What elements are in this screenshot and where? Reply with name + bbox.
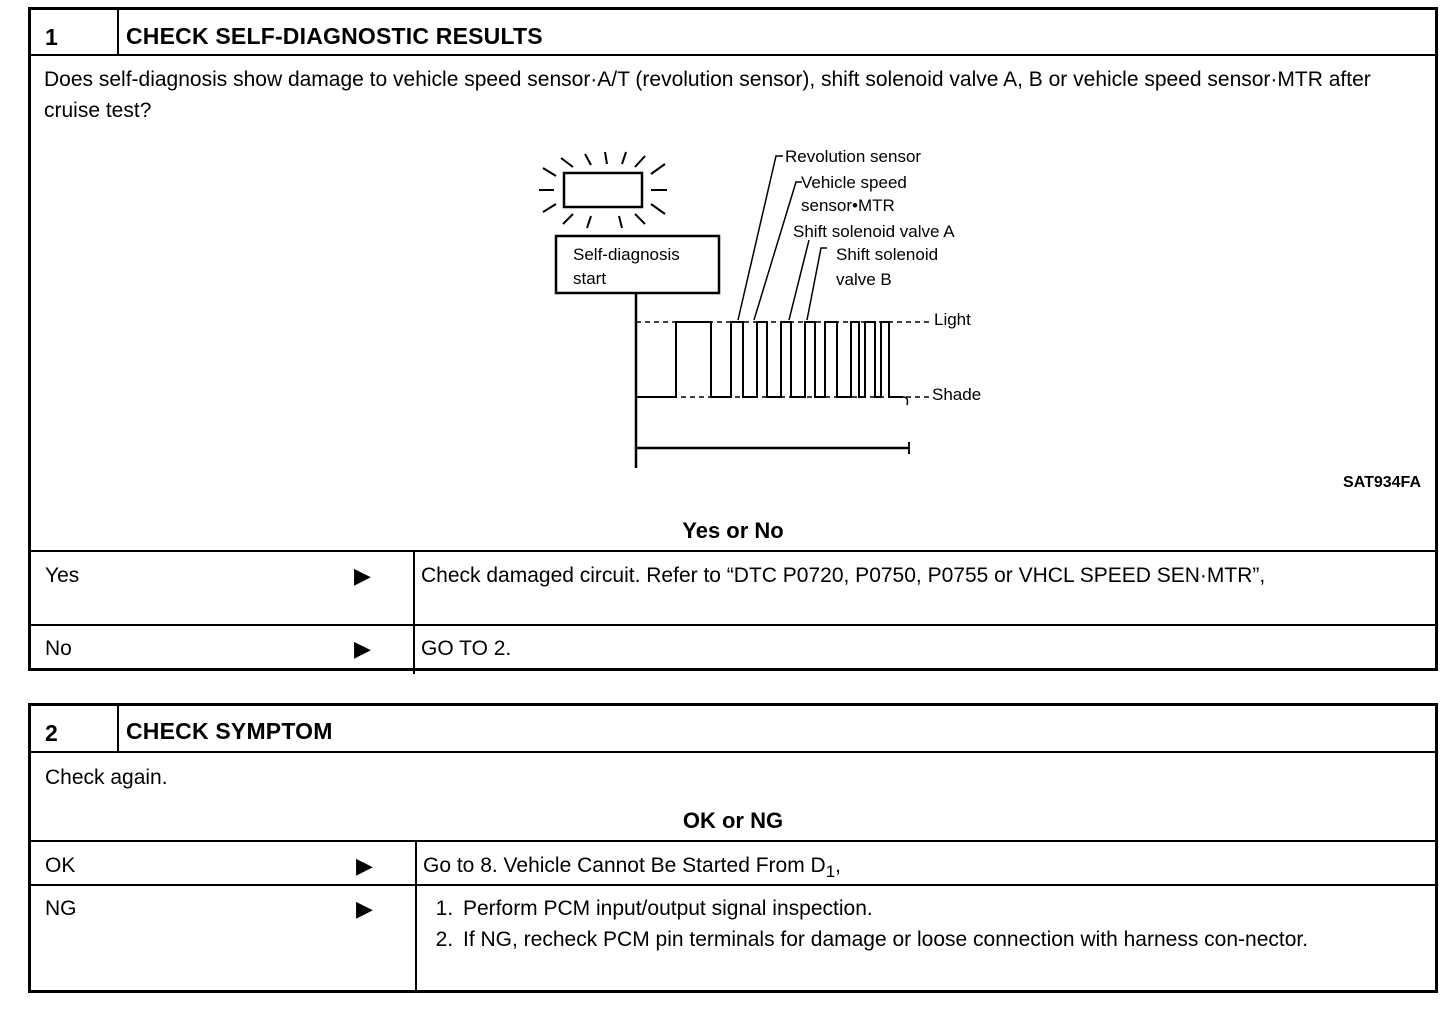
ng-arrow-icon: ▶: [356, 896, 373, 921]
pulse-waveform: [636, 322, 903, 397]
ng-step-1: 1. Perform PCM input/output signal inspection.: [459, 893, 1423, 924]
step2-header-divider: [117, 706, 119, 751]
label-ssb-line1: Shift solenoid: [836, 245, 939, 264]
step1-header-rule: [31, 54, 1435, 56]
lamp-rays-icon: [539, 152, 667, 228]
yes-arrow-icon: ▶: [354, 563, 371, 588]
step1-header-divider: [117, 10, 119, 54]
label-vss-line1: Vehicle speed: [801, 173, 907, 192]
ng-label: NG: [45, 897, 77, 920]
step2-number: 2: [45, 720, 58, 746]
ng-step-2: 2. If NG, recheck PCM pin terminals for damage or loose connection with harness con-nector.: [459, 924, 1423, 955]
step1-decision: Yes or No: [682, 518, 784, 543]
step2-row-rule: [31, 884, 1435, 886]
ng-action-list: [423, 893, 1423, 955]
label-vss-line2: sensor•MTR: [801, 196, 895, 215]
no-action: GO TO 2.: [421, 637, 512, 660]
signal-timing-diagram: [521, 138, 1021, 468]
step2-decision-rule: [31, 840, 1435, 842]
label-shade: Shade: [932, 385, 982, 404]
start-box-label-line2: start: [573, 269, 607, 288]
no-arrow-icon: ▶: [354, 636, 371, 661]
step2-instruction: Check again.: [45, 766, 168, 789]
ok-action-subscript: 1: [825, 862, 836, 882]
ok-label: OK: [45, 854, 76, 877]
ok-action: [423, 850, 841, 887]
ok-action-text: Go to 8. Vehicle Cannot Be Started From D: [423, 854, 826, 877]
step2-title: CHECK SYMPTOM: [126, 718, 333, 744]
label-light: Light: [934, 310, 971, 329]
step2-header-rule: [31, 751, 1435, 753]
figure-code: SAT934FA: [1343, 474, 1421, 491]
ok-action-suffix: ,: [835, 854, 842, 877]
label-shift-solenoid-a: Shift solenoid valve A: [793, 222, 955, 241]
step2-column-divider: [415, 840, 417, 990]
step1-number: 1: [45, 24, 58, 50]
label-ssb-line2: valve B: [836, 270, 892, 289]
ok-arrow-icon: ▶: [356, 853, 373, 878]
step1-decision-rule: [31, 550, 1435, 552]
step1-table: [28, 7, 1438, 671]
start-box-label-line1: Self-diagnosis: [573, 245, 680, 264]
step2-table: [28, 703, 1438, 993]
step1-question: Does self-diagnosis show damage to vehicle speed sensor·A/T (revolution sensor), shift solenoid valve A, B or vehicle speed sensor·MTR after cruise test?: [44, 68, 1371, 122]
step1-title: CHECK SELF-DIAGNOSTIC RESULTS: [126, 23, 543, 49]
step1-column-divider: [413, 550, 415, 674]
indicator-lamp: [564, 173, 642, 207]
step2-decision: OK or NG: [682, 808, 784, 833]
label-revolution-sensor: Revolution sensor: [785, 147, 922, 166]
yes-action: Check damaged circuit. Refer to “DTC P0720, P0750, P0755 or VHCL SPEED SEN·MTR”,: [421, 564, 1266, 587]
no-label: No: [45, 637, 72, 660]
yes-label: Yes: [45, 564, 80, 587]
step1-row-rule: [31, 624, 1435, 626]
